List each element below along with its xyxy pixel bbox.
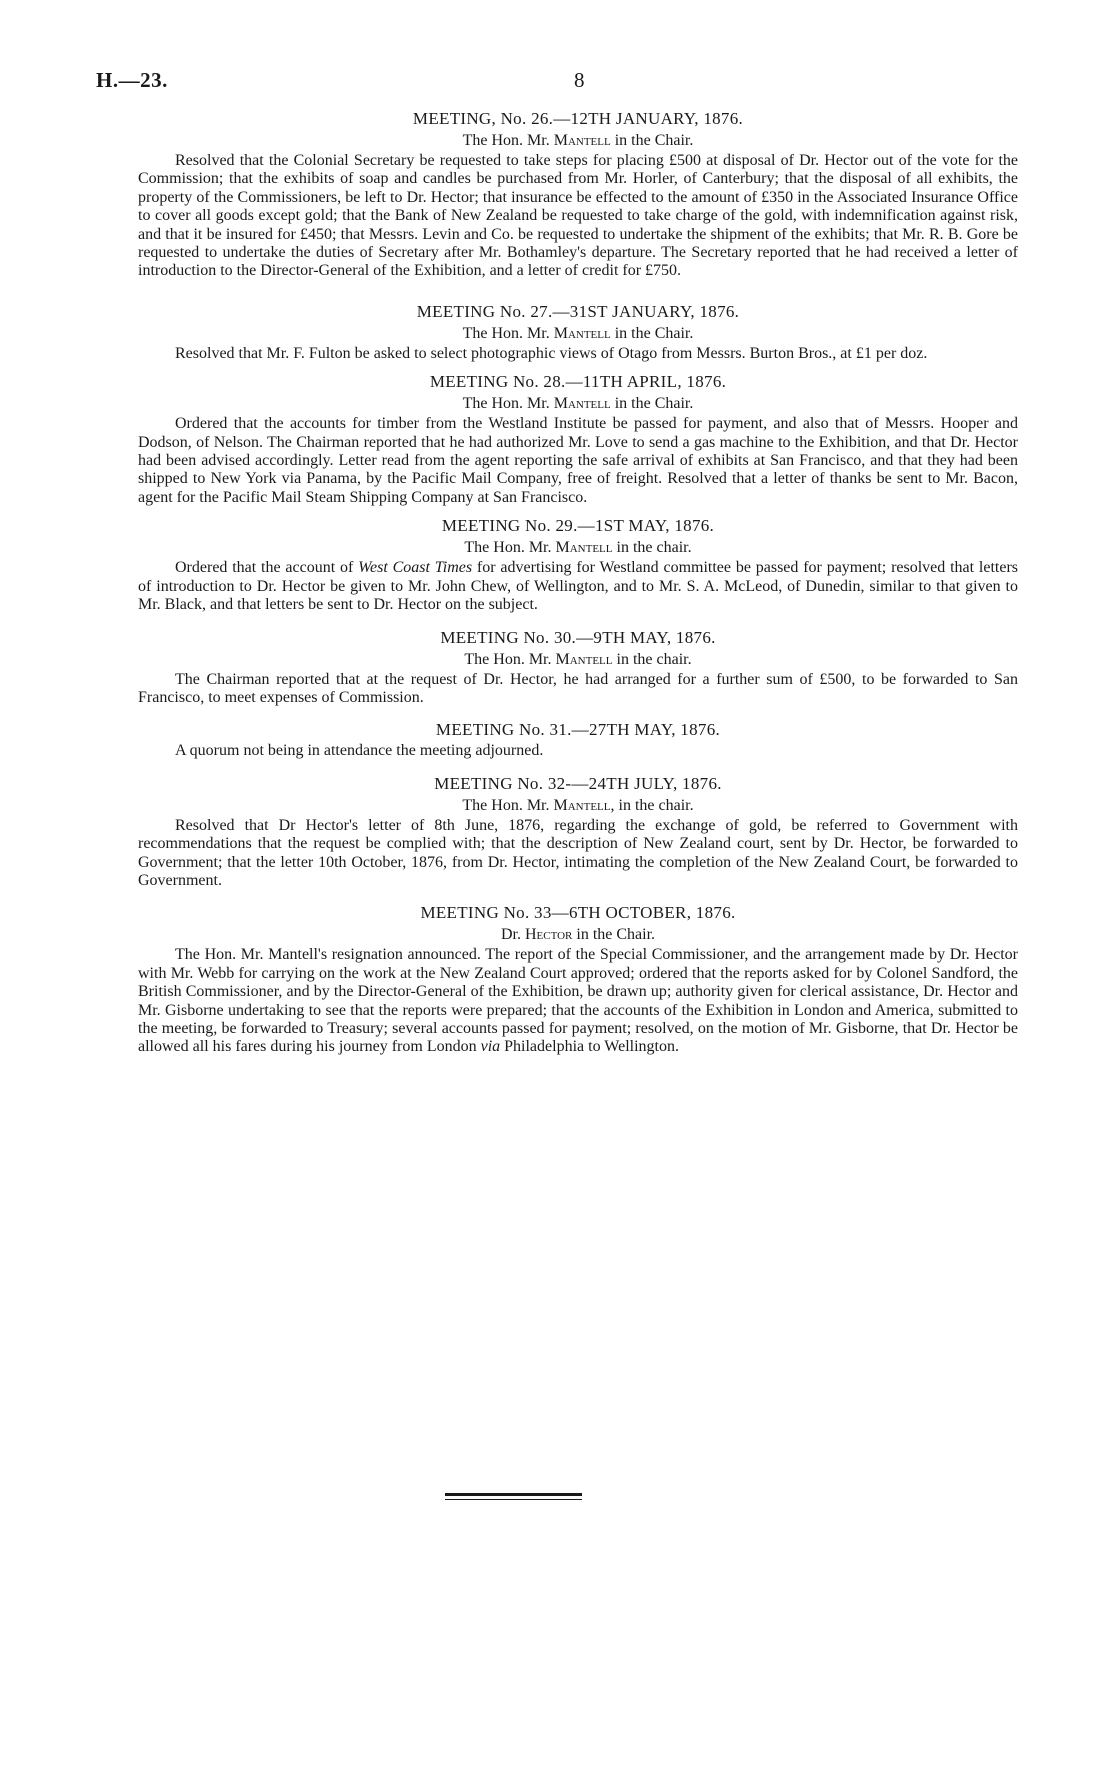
meeting-31 (138, 719, 1018, 760)
chair-name: Mantell (553, 796, 611, 814)
chair-line: The Hon. Mr. Mantell in the chair. (464, 539, 692, 557)
meeting-33 (138, 902, 1018, 1056)
document-code: H.—23. (96, 68, 168, 92)
meeting-title: MEETING No. 27.—31ST JANUARY, 1876. (416, 301, 740, 321)
meeting-27 (138, 301, 1018, 363)
meeting-title: MEETING No. 32-—24TH JULY, 1876. (434, 773, 722, 793)
chair-name: Mantell (555, 539, 613, 557)
chair-line: The Hon. Mr. Mantell in the Chair. (462, 132, 694, 149)
chair-name: Mantell (553, 324, 611, 342)
chair-name: Hector (524, 926, 573, 944)
meeting-title: MEETING, No. 26.—12TH JANUARY, 1876. (412, 109, 744, 128)
chair-line: The Hon. Mr. Mantell in the Chair. (462, 395, 694, 413)
closing-rule-thin (445, 1499, 582, 1500)
meeting-minutes: Resolved that Mr. F. Fulton be asked to select photographic views of Otago from Messrs. Burton Bros., at £1 per doz. (175, 344, 928, 362)
meeting-26 (138, 108, 1018, 281)
page-number: 8 (574, 68, 585, 92)
page-header (96, 68, 1026, 98)
meeting-minutes: The Hon. Mr. Mantell's resignation announced. The report of the Special Commissioner, and the arrangement made by Dr. Hector with Mr. Webb for carrying on the work at the New Zealand Court approved; ordered that the reports asked for by Colonel Sandford, the British Commissioner, and by the Director-General of the Exhibition, be drawn up; authority given for clerical assistance, Dr. Hector and Mr. Gisborne undertaking to see that the reports were prepared; that the accounts of the Exhibition in London and America, submitted to the meeting, be forwarded to Treasury; several accounts passed for payment; resolved, on the motion of Mr. Gisborne, that Dr. Hector be allowed all his fares during his journey from London via Philadelphia to Wellington. (138, 946, 1018, 1056)
chair-name: Mantell (555, 650, 613, 668)
chair-line: The Hon. Mr. Mantell in the Chair. (462, 324, 694, 342)
meeting-title: MEETING No. 31.—27TH MAY, 1876. (435, 720, 721, 740)
meeting-title: MEETING No. 28.—11TH APRIL, 1876. (429, 372, 727, 392)
minutes-body (138, 108, 1018, 1057)
via-italic: via (480, 1038, 501, 1056)
closing-rule-thick (445, 1493, 582, 1496)
meeting-minutes: A quorum not being in attendance the meeting adjourned. (175, 742, 544, 760)
meeting-minutes: Resolved that Dr Hector's letter of 8th June, 1876, regarding the exchange of gold, be referred to Government with recommendations that the request be complied with; that the description of New Zealand court, sent by Dr. Hector, be forwarded to Government; that the letter 10th October, 1876, from Dr. Hector, intimating the completion of the New Zealand Court, be forwarded to Government. (138, 816, 1018, 889)
meeting-title: MEETING No. 33—6TH OCTOBER, 1876. (420, 903, 736, 923)
meeting-32 (138, 773, 1018, 891)
newspaper-title: West Coast Times (358, 559, 473, 577)
chair-line: Dr. Hector in the Chair. (500, 926, 656, 944)
meeting-28 (138, 371, 1018, 507)
chair-name: Mantell (553, 395, 611, 413)
meeting-minutes: Ordered that the account of West Coast Times for advertising for Westland committee be passed for payment; resolved that letters of introduction to Dr. Hector be given to Mr. John Chew, of Wellington, and to Mr. S. A. McLeod, of Dunedin, similar to that given to Mr. Black, and that letters be sent to Dr. Hector on the subject. (138, 559, 1018, 614)
meeting-29 (138, 515, 1018, 614)
chair-line: The Hon. Mr. Mantell in the chair. (464, 650, 692, 668)
meeting-title: MEETING No. 29.—1ST MAY, 1876. (441, 516, 715, 536)
meeting-minutes: The Chairman reported that at the request of Dr. Hector, he had arranged for a further sum of £500, to be forwarded to San Francisco, to meet expenses of Commission. (138, 670, 1018, 706)
chair-name: Mantell (553, 132, 611, 149)
meeting-minutes: Ordered that the accounts for timber from the Westland Institute be passed for payment, and also that of Messrs. Hooper and Dodson, of Nelson. The Chairman reported that he had authorized Mr. Love to send a gas machine to the Exhibition, and that Dr. Hector had been advised accordingly. Letter read from the agent reporting the safe arrival of exhibits at San Francisco, and that they had been shipped to New York via Panama, by the Pacific Mail Company, free of freight. Resolved that a letter of thanks be sent to Mr. Bacon, agent for the Pacific Mail Steam Shipping Company at San Francisco. (138, 415, 1018, 506)
meeting-title: MEETING No. 30.—9TH MAY, 1876. (440, 627, 716, 647)
chair-line: The Hon. Mr. Mantell, in the chair. (462, 796, 694, 814)
meeting-30 (138, 627, 1018, 708)
meeting-minutes: Resolved that the Colonial Secretary be requested to take steps for placing £500 at disposal of Dr. Hector out of the vote for the Commission; that the exhibits of soap and candles be purchased from Mr. Horler, of Canterbury; that the disposal of all exhibits, the property of the Commissioners, be left to Dr. Hector; that insurance be effected to the amount of £350 in the Associated Insurance Office to cover all goods except gold; that the Bank of New Zealand be requested to take charge of the gold, with indemnification against risk, and that it be insured for £450; that Messrs. Levin and Co. be requested to undertake the shipment of the exhibits; that Mr. R. B. Gore be requested to undertake the duties of Secretary after Mr. Bothamley's departure. The Secretary reported that he had received a letter of introduction to the Director-General of the Exhibition, and a letter of credit for £750. (138, 152, 1018, 280)
